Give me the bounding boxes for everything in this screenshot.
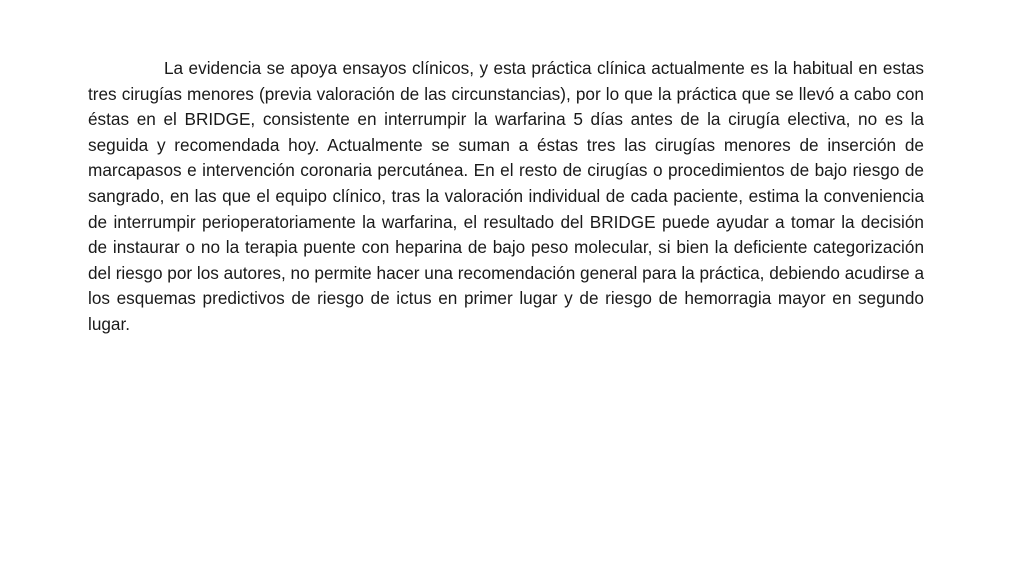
body-paragraph: La evidencia se apoya ensayos clínicos, y esta práctica clínica actualmente es la habitual en estas tres cirugías menores (previa valoración de las circunstancias), por lo que la práctica que se llevó a cabo con éstas en el BRIDGE, consistente en interrumpir la warfarina 5 días antes de la cirugía electiva, no es la seguida y recomendada hoy. Actualmente se suman a éstas tres las cirugías menores de inserción de marcapasos e intervención coronaria percutánea. En el resto de cirugías o procedimientos de bajo riesgo de sangrado, en las que el equipo clínico, tras la valoración individual de cada paciente, estima la conveniencia de interrumpir perioperatoriamente la warfarina, el resultado del BRIDGE puede ayudar a tomar la decisión de instaurar o no la terapia puente con heparina de bajo peso molecular, si bien la deficiente categorización del riesgo por los autores, no permite hacer una recomendación general para la práctica, debiendo acudirse a los esquemas predictivos de riesgo de ictus en primer lugar y de riesgo de hemorragia mayor en segundo lugar.: [88, 58, 925, 334]
